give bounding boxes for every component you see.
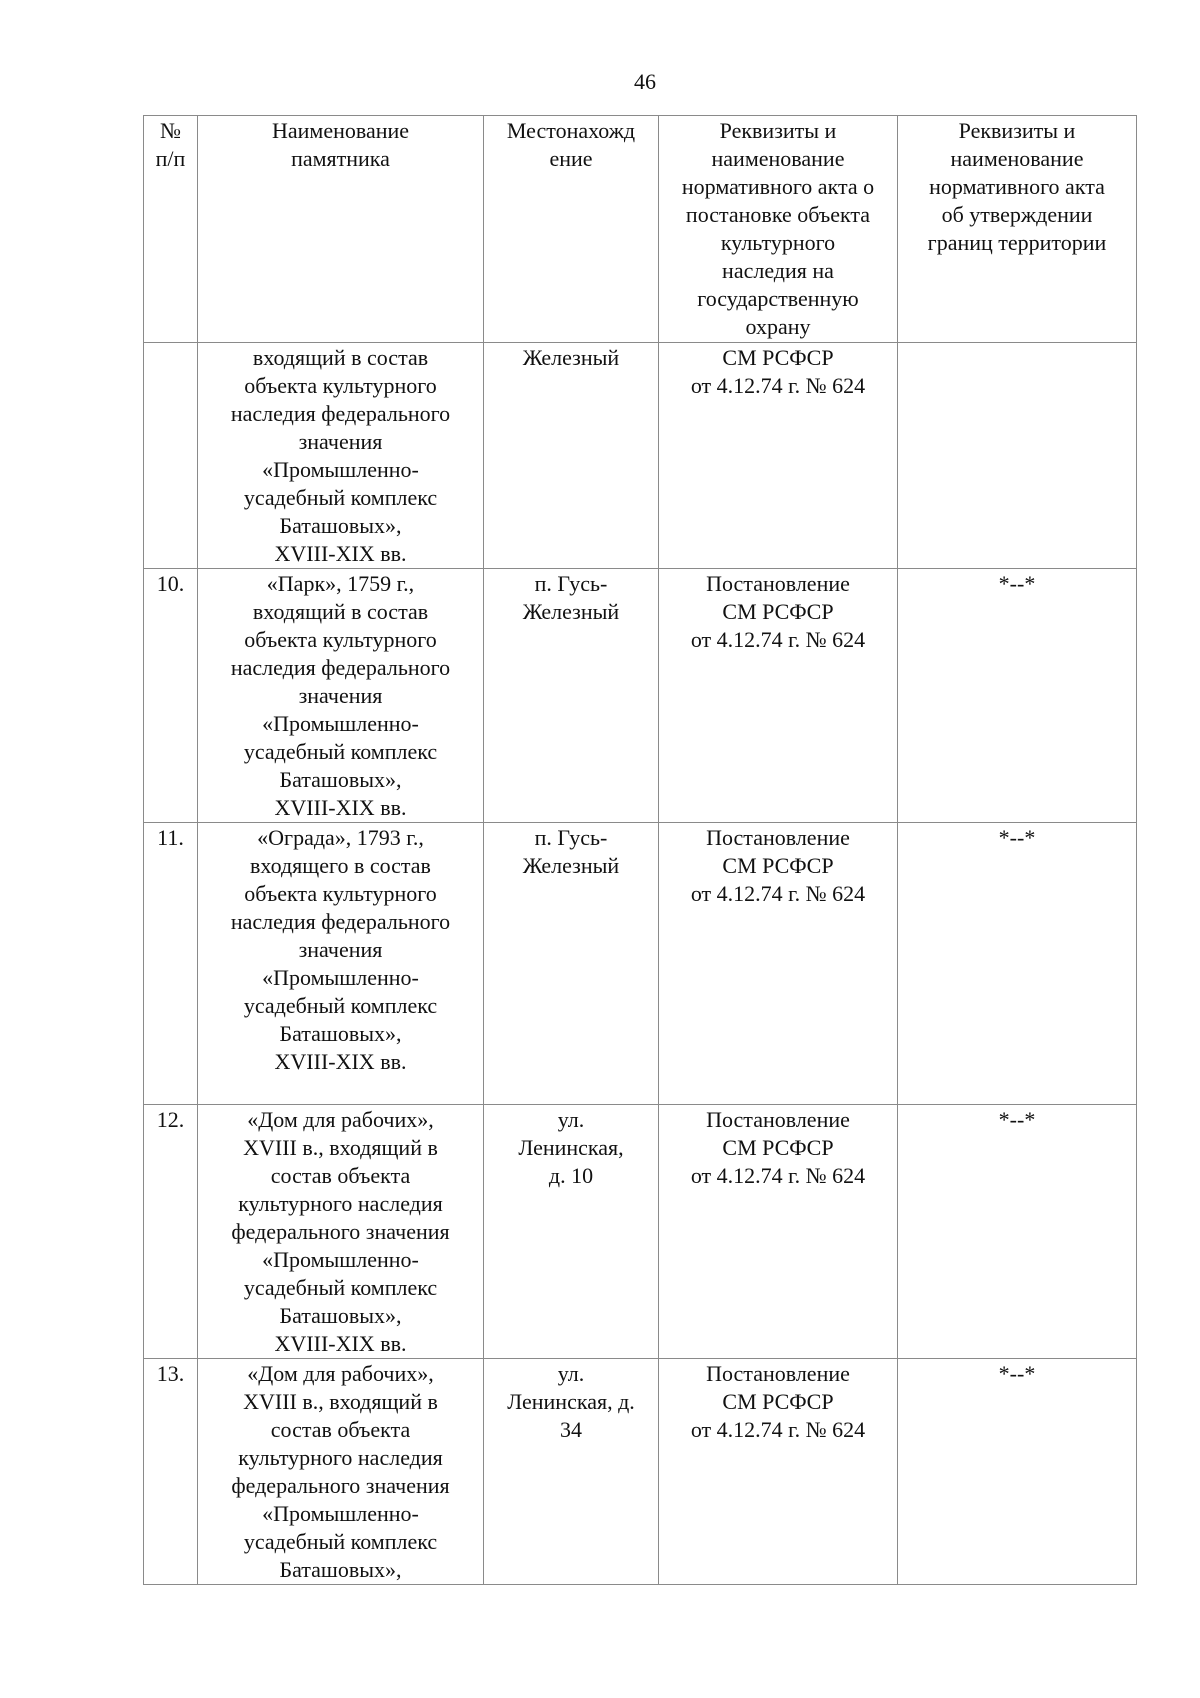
row-protection-act: Постановление СМ РСФСР от 4.12.74 г. № 624	[659, 1105, 898, 1359]
row-name: «Дом для рабочих», XVIII в., входящий в состав объекта культурного наследия федерального значения «Промышленно- усадебный комплекс Баташовых», XVIII-XIX вв.	[198, 1105, 484, 1359]
row-num	[144, 343, 198, 569]
table-row	[144, 343, 1137, 569]
header-name: Наименование памятника	[198, 116, 484, 343]
row-num: 12.	[144, 1105, 198, 1359]
row-num: 10.	[144, 569, 198, 823]
table-row	[144, 1359, 1137, 1585]
header-location: Местонахожд ение	[484, 116, 659, 343]
row-name: входящий в состав объекта культурного наследия федерального значения «Промышленно- усадебный комплекс Баташовых», XVIII-XIX вв.	[198, 343, 484, 569]
row-protection-act: СМ РСФСР от 4.12.74 г. № 624	[659, 343, 898, 569]
header-boundary-act: Реквизиты и наименование нормативного акта об утверждении границ территории	[898, 116, 1137, 343]
row-protection-act: Постановление СМ РСФСР от 4.12.74 г. № 624	[659, 569, 898, 823]
row-name: «Дом для рабочих», XVIII в., входящий в состав объекта культурного наследия федерального значения «Промышленно- усадебный комплекс Баташовых»,	[198, 1359, 484, 1585]
row-num: 13.	[144, 1359, 198, 1585]
monuments-table	[143, 115, 1137, 1585]
row-boundary-act: *--*	[898, 1105, 1137, 1359]
table-row	[144, 1105, 1137, 1359]
row-location: п. Гусь- Железный	[484, 569, 659, 823]
row-location: ул. Ленинская, д. 34	[484, 1359, 659, 1585]
header-num: № п/п	[144, 116, 198, 343]
row-name: «Парк», 1759 г., входящий в состав объекта культурного наследия федерального значения «Промышленно- усадебный комплекс Баташовых», XVIII-XIX вв.	[198, 569, 484, 823]
row-boundary-act: *--*	[898, 1359, 1137, 1585]
row-num: 11.	[144, 823, 198, 1105]
row-location: п. Гусь- Железный	[484, 823, 659, 1105]
row-boundary-act: *--*	[898, 823, 1137, 1105]
table-row	[144, 569, 1137, 823]
row-boundary-act	[898, 343, 1137, 569]
row-protection-act: Постановление СМ РСФСР от 4.12.74 г. № 624	[659, 823, 898, 1105]
page-number: 46	[634, 69, 656, 94]
row-location: Железный	[484, 343, 659, 569]
row-boundary-act: *--*	[898, 569, 1137, 823]
row-protection-act: Постановление СМ РСФСР от 4.12.74 г. № 624	[659, 1359, 898, 1585]
table-row	[144, 823, 1137, 1105]
row-name: «Ограда», 1793 г., входящего в состав объекта культурного наследия федерального значения «Промышленно- усадебный комплекс Баташовых», XVIII-XIX вв.	[198, 823, 484, 1105]
row-location: ул. Ленинская, д. 10	[484, 1105, 659, 1359]
header-protection-act: Реквизиты и наименование нормативного акта о постановке объекта культурного наследия на государственную охрану	[659, 116, 898, 343]
table-header-row	[144, 116, 1137, 343]
